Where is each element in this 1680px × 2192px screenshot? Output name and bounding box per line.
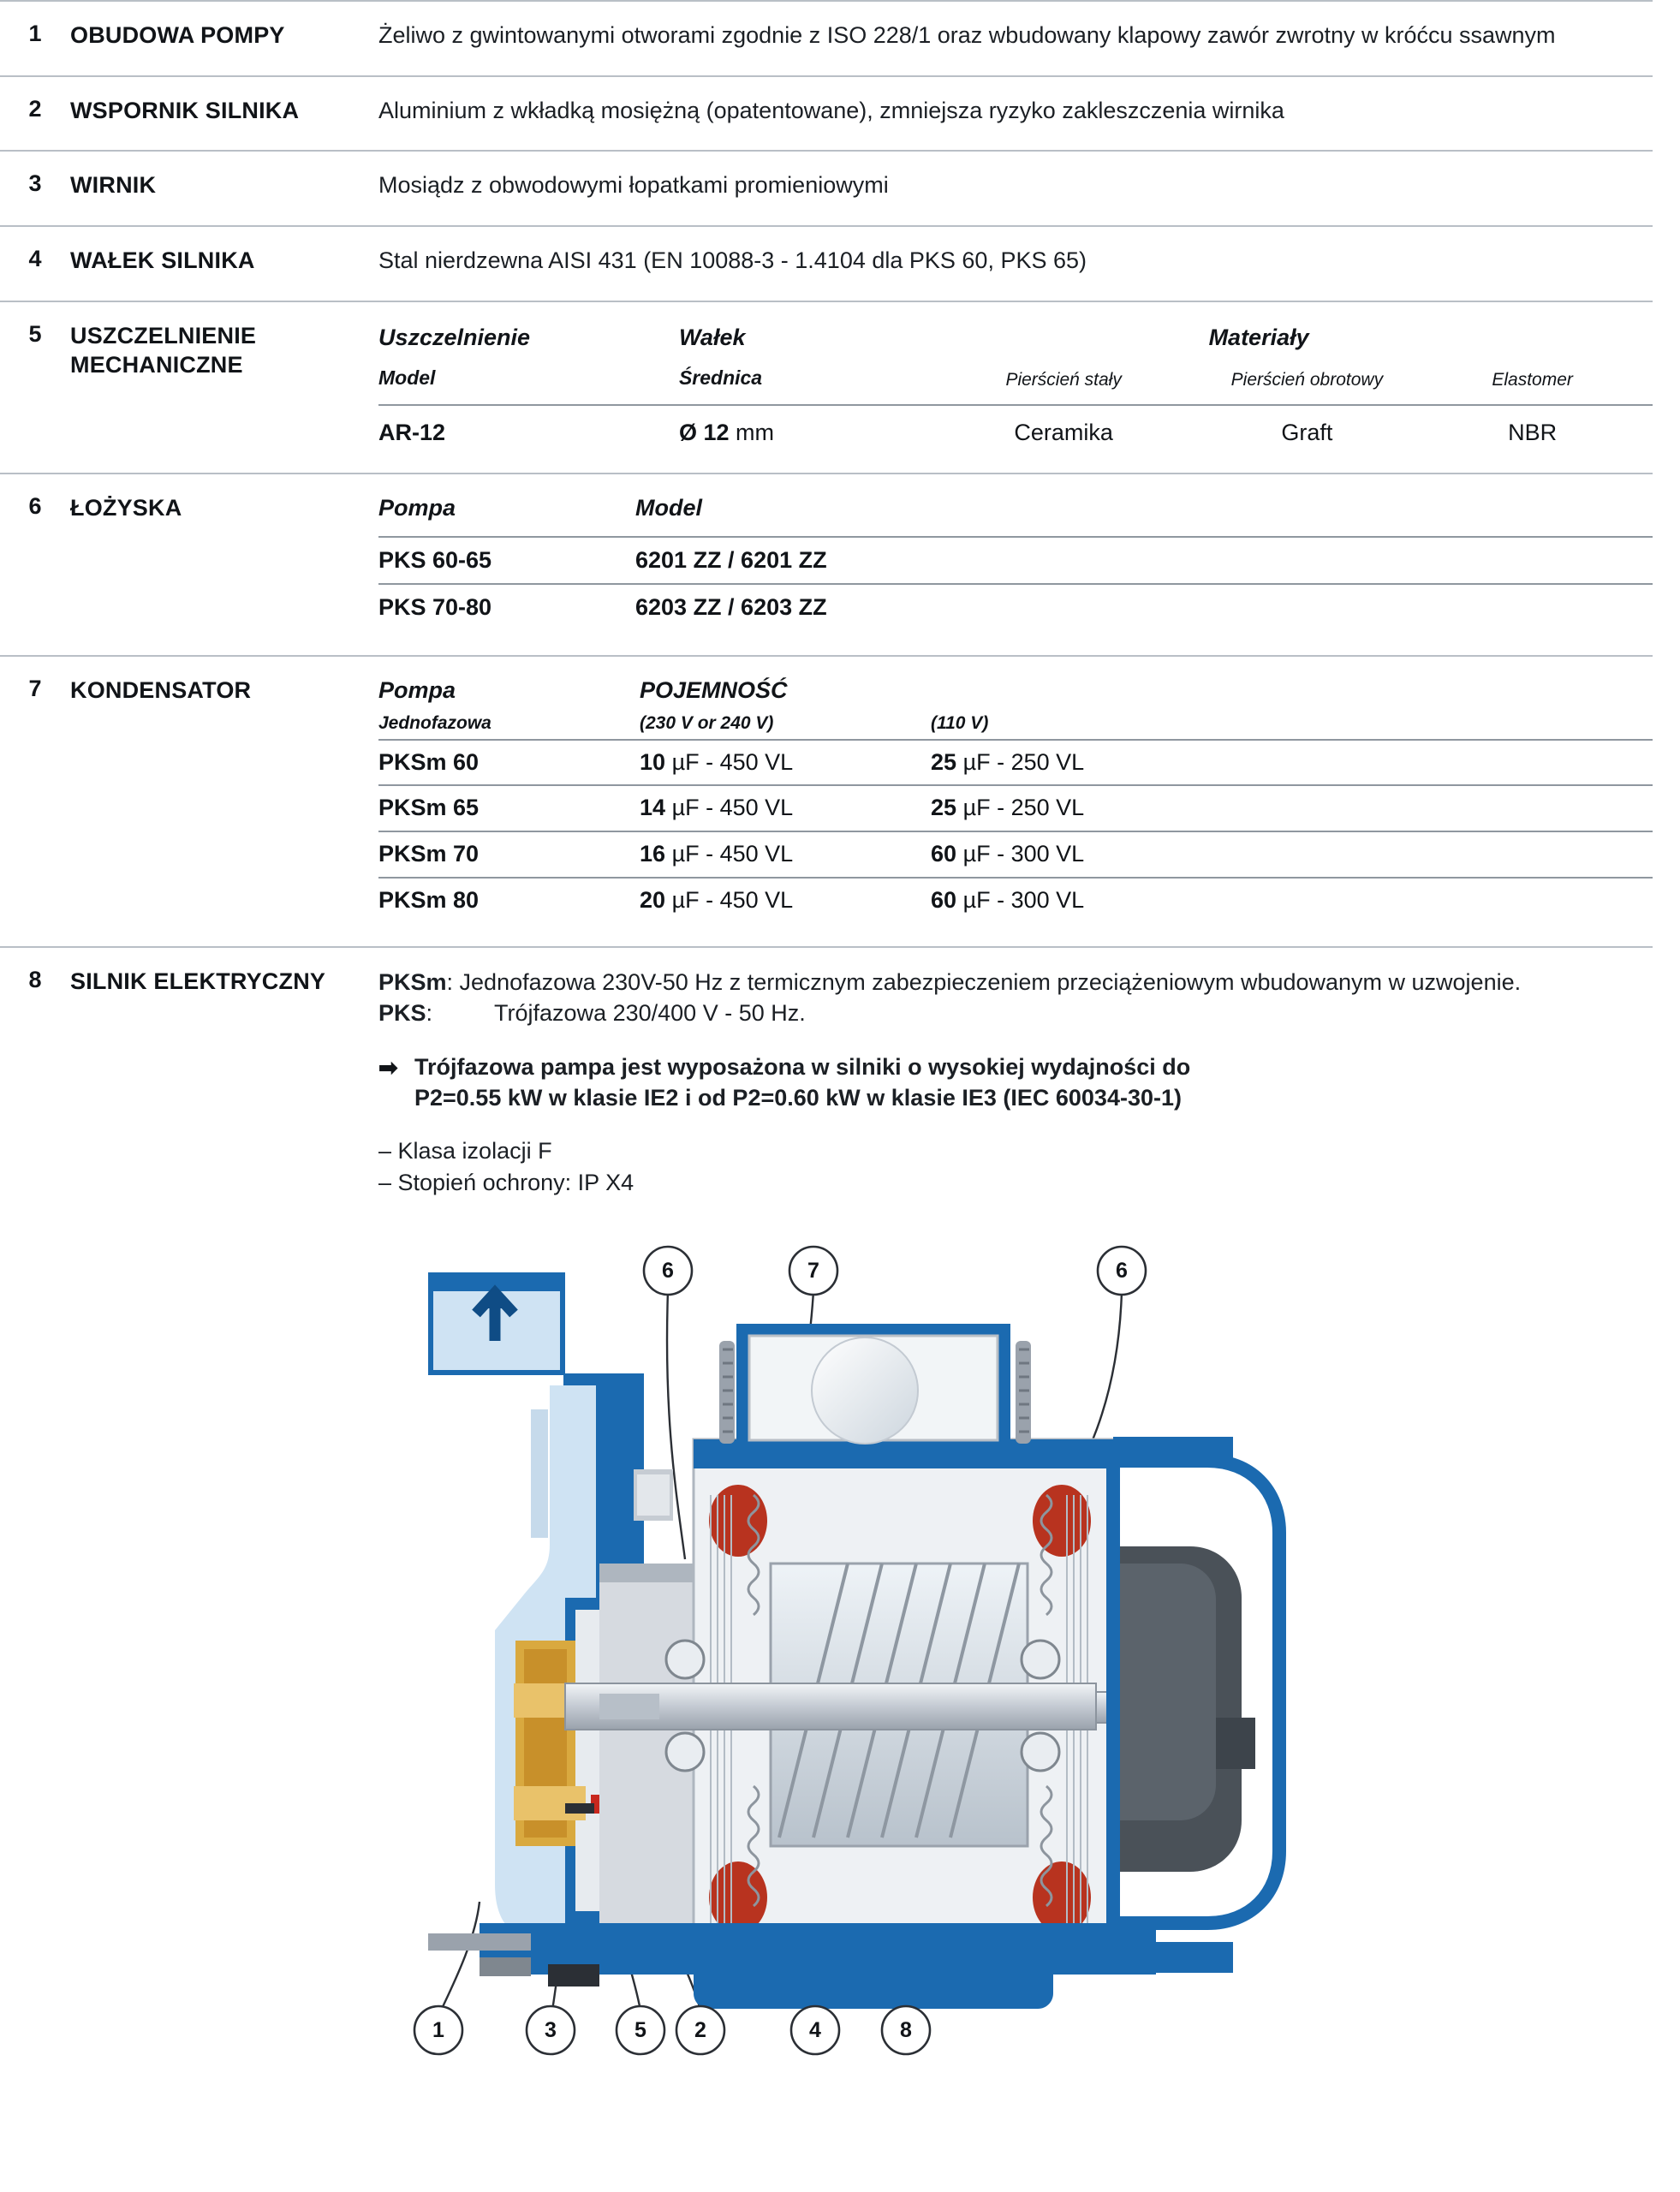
capacitor-110v bbox=[931, 740, 1653, 786]
seal-diameter-unit: mm bbox=[736, 420, 774, 446]
bearings-pump: PKS 70-80 bbox=[378, 584, 635, 631]
capacitor-230v-unit: µF - 450 VL bbox=[671, 841, 794, 867]
row-name: OBUDOWA POMPY bbox=[70, 1, 378, 76]
row-description bbox=[378, 76, 1653, 152]
capacitor-230v-unit: µF - 450 VL bbox=[671, 748, 794, 775]
motor-insulation-class: – Klasa izolacji F bbox=[378, 1137, 552, 1164]
table-row bbox=[0, 226, 1653, 301]
row-description-text: Mosiądz z obwodowymi łopatkami promieniowymi bbox=[378, 172, 889, 199]
row-name: SILNIK ELEKTRYCZNY bbox=[70, 947, 378, 1223]
seal-rotating-ring-value: Graft bbox=[1202, 405, 1413, 449]
capacitor-110v-unit: µF - 250 VL bbox=[962, 748, 1085, 775]
motor-note-line1: Trójfazowa pampa jest wyposażona w silniki o wysokiej wydajności do bbox=[414, 1053, 1191, 1080]
capacitor-table bbox=[378, 676, 1653, 922]
capacitor-230v-value: 16 bbox=[640, 841, 666, 867]
row-description-text: Żeliwo z gwintowanymi otworami zgodnie z ISO 228/1 oraz wbudowany klapowy zawór zwrotny w króćcu ssawnym bbox=[378, 22, 1556, 48]
motor-pksm-text: : Jednofazowa 230V-50 Hz z termicznym zabezpieczeniem przeciążeniowym wbudowanym w uzwojenie. bbox=[446, 969, 1522, 996]
row-description bbox=[378, 656, 1653, 947]
motor-efficiency-note bbox=[378, 1051, 1653, 1113]
capacitor-row bbox=[378, 878, 1653, 923]
capacitor-230v bbox=[640, 831, 931, 878]
row-number: 7 bbox=[0, 656, 70, 947]
callout-bottom-1: 1 bbox=[432, 2018, 444, 2043]
capacitor-230v-value: 20 bbox=[640, 886, 666, 913]
row-description bbox=[378, 947, 1653, 1223]
capacitor-110v-value: 60 bbox=[931, 886, 957, 913]
table-row bbox=[0, 947, 1653, 1223]
capacitor-row bbox=[378, 740, 1653, 786]
capacitor-230v bbox=[640, 878, 931, 923]
bearings-row bbox=[378, 584, 1653, 631]
capacitor-230v-value: 10 bbox=[640, 748, 666, 775]
motor-pks-label: PKS bbox=[378, 1000, 426, 1027]
row-description bbox=[378, 151, 1653, 226]
motor-pksm-label: PKSm bbox=[378, 969, 447, 996]
capacitor-subheader-230v: (230 V or 240 V) bbox=[640, 712, 774, 733]
pump-cutaway-figure bbox=[0, 1238, 1680, 2060]
table-row bbox=[0, 656, 1653, 947]
capacitor-230v-unit: µF - 450 VL bbox=[671, 795, 794, 821]
row-number: 2 bbox=[0, 76, 70, 152]
bearings-model: 6201 ZZ / 6201 ZZ bbox=[635, 537, 1653, 585]
motor-protection-class: – Stopień ochrony: IP X4 bbox=[378, 1170, 634, 1196]
table-row bbox=[0, 76, 1653, 152]
callout-bottom-4: 2 bbox=[694, 2018, 706, 2043]
seal-diameter-number: Ø 12 bbox=[678, 420, 730, 446]
capacitor-230v bbox=[640, 785, 931, 831]
seal-header-row bbox=[378, 323, 1653, 366]
callout-top-1: 6 bbox=[662, 1259, 674, 1284]
capacitor-header-pump: Pompa bbox=[378, 676, 456, 703]
capacitor-subheader-110v: (110 V) bbox=[931, 712, 989, 733]
capacitor-110v bbox=[931, 878, 1653, 923]
capacitor-subheader-phase: Jednofazowa bbox=[378, 712, 491, 733]
seal-header-shaft: Wałek bbox=[678, 324, 746, 350]
callout-bottom-5: 4 bbox=[809, 2018, 821, 2043]
bearings-header-row bbox=[378, 493, 1653, 537]
bearings-table bbox=[378, 493, 1653, 631]
seal-subheader-elastomer: Elastomer bbox=[1492, 370, 1573, 390]
arrow-right-icon: ➡ bbox=[378, 1054, 398, 1081]
bearings-header-pump: Pompa bbox=[378, 495, 456, 521]
row-name: WIRNIK bbox=[70, 151, 378, 226]
row-number: 4 bbox=[0, 226, 70, 301]
callout-top-2: 7 bbox=[807, 1259, 819, 1284]
capacitor-pump: PKSm 70 bbox=[378, 831, 640, 878]
row-name: KONDENSATOR bbox=[70, 656, 378, 947]
motor-description bbox=[378, 967, 1653, 1199]
seal-subheader-diameter: Średnica bbox=[678, 366, 763, 390]
callout-top-3: 6 bbox=[1116, 1259, 1128, 1284]
capacitor-110v-value: 60 bbox=[931, 841, 957, 867]
capacitor-110v-value: 25 bbox=[931, 748, 957, 775]
motor-single-phase-line bbox=[378, 967, 1653, 998]
seal-diameter-value bbox=[679, 405, 926, 449]
seal-subheader-model: Model bbox=[378, 366, 436, 390]
row-name-line1: USZCZELNIENIE MECHANICZNE bbox=[70, 322, 257, 378]
bearings-model: 6203 ZZ / 6203 ZZ bbox=[635, 584, 1653, 631]
capacitor-110v bbox=[931, 785, 1653, 831]
row-description bbox=[378, 226, 1653, 301]
table-row bbox=[0, 301, 1653, 474]
bearings-row bbox=[378, 537, 1653, 585]
capacitor-110v bbox=[931, 831, 1653, 878]
row-number: 8 bbox=[0, 947, 70, 1223]
seal-table bbox=[378, 323, 1653, 450]
fan-cover bbox=[1113, 1437, 1279, 1973]
terminal-cap bbox=[812, 1337, 918, 1444]
row-description bbox=[378, 474, 1653, 656]
row-description bbox=[378, 301, 1653, 474]
capacitor-110v-unit: µF - 300 VL bbox=[962, 841, 1085, 867]
capacitor-110v-unit: µF - 300 VL bbox=[962, 886, 1085, 913]
seal-subheader-rotating-ring: Pierścień obrotowy bbox=[1230, 370, 1384, 390]
row-name: WAŁEK SILNIKA bbox=[70, 226, 378, 301]
row-name bbox=[70, 301, 378, 474]
row-description-text: Stal nierdzewna AISI 431 (EN 10088-3 - 1.4104 dla PKS 60, PKS 65) bbox=[378, 247, 1087, 273]
capacitor-header-capacity: POJEMNOŚĆ bbox=[640, 676, 788, 703]
table-row bbox=[0, 151, 1653, 226]
bearings-header-model: Model bbox=[635, 495, 702, 521]
table-row bbox=[0, 474, 1653, 656]
capacitor-row bbox=[378, 831, 1653, 878]
table-row bbox=[0, 1, 1653, 76]
callout-bottom-6: 8 bbox=[900, 2018, 912, 2043]
callout-bottom-3: 5 bbox=[634, 2018, 646, 2043]
capacitor-pump: PKSm 65 bbox=[378, 785, 640, 831]
capacitor-subheader-row bbox=[378, 713, 1653, 740]
motor-pks-text: Trójfazowa 230/400 V - 50 Hz. bbox=[494, 1000, 806, 1027]
row-name: WSPORNIK SILNIKA bbox=[70, 76, 378, 152]
seal-stationary-ring-value: Ceramika bbox=[926, 405, 1202, 449]
row-number: 5 bbox=[0, 301, 70, 474]
capacitor-header-row bbox=[378, 676, 1653, 713]
row-number: 1 bbox=[0, 1, 70, 76]
capacitor-110v-unit: µF - 250 VL bbox=[962, 795, 1085, 821]
capacitor-row bbox=[378, 785, 1653, 831]
row-number: 6 bbox=[0, 474, 70, 656]
capacitor-230v-unit: µF - 450 VL bbox=[671, 886, 794, 913]
row-description-text: Aluminium z wkładką mosiężną (opatentowane), zmniejsza ryzyko zakleszczenia wirnika bbox=[378, 97, 1284, 123]
seal-header-seal: Uszczelnienie bbox=[378, 324, 531, 350]
motor-properties-list bbox=[378, 1135, 1653, 1200]
row-name: ŁOŻYSKA bbox=[70, 474, 378, 656]
pump-base bbox=[428, 1923, 1156, 2009]
seal-model-value: AR-12 bbox=[378, 405, 679, 449]
seal-subheader-stationary-ring: Pierścień stały bbox=[1005, 370, 1122, 390]
bearings-pump: PKS 60-65 bbox=[378, 537, 635, 585]
motor-note-line2: P2=0.55 kW w klasie IE2 i od P2=0.60 kW w klasie IE3 (IEC 60034-30-1) bbox=[414, 1084, 1182, 1111]
seal-subheader-row bbox=[378, 365, 1653, 405]
capacitor-pump: PKSm 60 bbox=[378, 740, 640, 786]
seal-data-row bbox=[378, 405, 1653, 449]
callout-bottom-2: 3 bbox=[545, 2018, 557, 2043]
motor-three-phase-line: PKS: Trójfazowa 230/400 V - 50 Hz. bbox=[378, 1000, 806, 1027]
row-number: 3 bbox=[0, 151, 70, 226]
capacitor-110v-value: 25 bbox=[931, 795, 957, 821]
capacitor-pump: PKSm 80 bbox=[378, 878, 640, 923]
seal-elastomer-value: NBR bbox=[1412, 405, 1653, 449]
capacitor-230v bbox=[640, 740, 931, 786]
row-description bbox=[378, 1, 1653, 76]
capacitor-230v-value: 14 bbox=[640, 795, 666, 821]
seal-header-materials: Materiały bbox=[1208, 324, 1309, 350]
